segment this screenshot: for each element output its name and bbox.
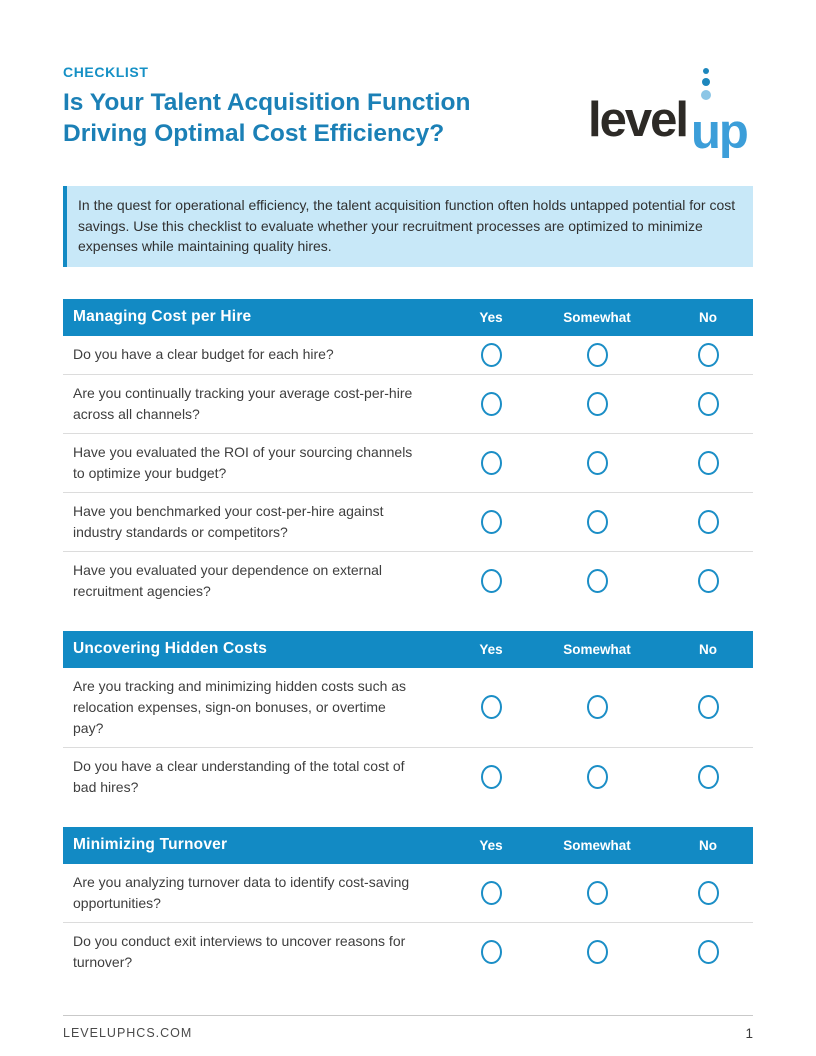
logo-word-level: level — [588, 93, 687, 147]
question-row — [63, 336, 753, 375]
page-footer — [63, 1015, 753, 1041]
question-text: Do you conduct exit interviews to uncover reasons for turnover? — [73, 932, 406, 970]
section-header-bar — [63, 299, 753, 336]
answer-cell-somewhat — [531, 451, 663, 475]
intro-callout: In the quest for operational efficiency, the talent acquisition function often holds untapped potential for cost savings. Use this checklist to evaluate whether your recruitment processes are optimized to minimize expenses while maintaining quality hires. — [63, 186, 753, 267]
question-row — [63, 552, 753, 610]
header-text — [63, 64, 470, 149]
radio-somewhat[interactable] — [587, 695, 608, 719]
radio-yes[interactable] — [481, 940, 502, 964]
logo-dot-icon — [703, 68, 709, 74]
answer-cell-no — [663, 940, 753, 964]
answer-cell-no — [663, 343, 753, 367]
column-header-somewhat: Somewhat — [563, 641, 631, 657]
answer-cell-no — [663, 510, 753, 534]
radio-somewhat[interactable] — [587, 765, 608, 789]
checklist-section — [63, 631, 753, 806]
question-text: Are you continually tracking your average cost-per-hire across all channels? — [73, 384, 413, 422]
section-title: Managing Cost per Hire — [73, 308, 252, 325]
radio-somewhat[interactable] — [587, 569, 608, 593]
answer-cell-yes — [451, 510, 531, 534]
logo-dot-icon — [701, 90, 711, 100]
answer-cell-yes — [451, 765, 531, 789]
answer-cell-somewhat — [531, 695, 663, 719]
question-text: Are you analyzing turnover data to identify cost-saving opportunities? — [73, 873, 410, 911]
column-header-no: No — [699, 309, 717, 325]
radio-yes[interactable] — [481, 695, 502, 719]
column-header-yes: Yes — [479, 641, 503, 657]
radio-somewhat[interactable] — [587, 451, 608, 475]
logo-word-up: up — [691, 105, 747, 159]
answer-cell-yes — [451, 881, 531, 905]
column-header-no: No — [699, 641, 717, 657]
section-body — [63, 668, 753, 806]
answer-cell-yes — [451, 940, 531, 964]
radio-yes[interactable] — [481, 765, 502, 789]
sections — [63, 299, 753, 981]
question-row — [63, 493, 753, 552]
radio-no[interactable] — [698, 510, 719, 534]
logo-dot-icon — [702, 78, 710, 86]
answer-cell-no — [663, 695, 753, 719]
answer-cell-yes — [451, 695, 531, 719]
radio-somewhat[interactable] — [587, 392, 608, 416]
answer-cell-no — [663, 451, 753, 475]
question-row — [63, 864, 753, 923]
page-title — [63, 87, 470, 149]
radio-no[interactable] — [698, 940, 719, 964]
radio-no[interactable] — [698, 392, 719, 416]
section-header-bar — [63, 827, 753, 864]
radio-no[interactable] — [698, 881, 719, 905]
radio-somewhat[interactable] — [587, 940, 608, 964]
question-row — [63, 748, 753, 806]
section-header-bar — [63, 631, 753, 668]
answer-cell-somewhat — [531, 343, 663, 367]
answer-cell-somewhat — [531, 510, 663, 534]
column-header-somewhat: Somewhat — [563, 837, 631, 853]
question-row — [63, 375, 753, 434]
checklist-section — [63, 827, 753, 981]
answer-cell-somewhat — [531, 940, 663, 964]
question-text: Do you have a clear understanding of the total cost of bad hires? — [73, 757, 405, 795]
radio-yes[interactable] — [481, 881, 502, 905]
radio-yes[interactable] — [481, 510, 502, 534]
radio-no[interactable] — [698, 343, 719, 367]
section-title: Minimizing Turnover — [73, 836, 228, 853]
answer-cell-no — [663, 765, 753, 789]
question-row — [63, 668, 753, 748]
eyebrow-label: CHECKLIST — [63, 64, 149, 80]
answer-cell-yes — [451, 343, 531, 367]
radio-yes[interactable] — [481, 569, 502, 593]
footer-page-number: 1 — [745, 1025, 753, 1041]
section-body — [63, 864, 753, 981]
answer-cell-no — [663, 392, 753, 416]
footer-website: LEVELUPHCS.COM — [63, 1026, 193, 1040]
radio-yes[interactable] — [481, 451, 502, 475]
question-text: Have you evaluated the ROI of your sourcing channels to optimize your budget? — [73, 443, 413, 481]
answer-cell-yes — [451, 451, 531, 475]
radio-no[interactable] — [698, 765, 719, 789]
checklist-section — [63, 299, 753, 610]
radio-yes[interactable] — [481, 392, 502, 416]
answer-cell-somewhat — [531, 765, 663, 789]
radio-yes[interactable] — [481, 343, 502, 367]
answer-cell-yes — [451, 569, 531, 593]
radio-somewhat[interactable] — [587, 510, 608, 534]
radio-somewhat[interactable] — [587, 881, 608, 905]
answer-cell-somewhat — [531, 392, 663, 416]
radio-no[interactable] — [698, 451, 719, 475]
answer-cell-somewhat — [531, 569, 663, 593]
radio-no[interactable] — [698, 695, 719, 719]
radio-somewhat[interactable] — [587, 343, 608, 367]
column-header-yes: Yes — [479, 309, 503, 325]
question-row — [63, 434, 753, 493]
column-header-no: No — [699, 837, 717, 853]
question-text: Are you tracking and minimizing hidden costs such as relocation expenses, sign-on bonuses, or overtime pay? — [73, 677, 407, 736]
levelup-logo — [588, 66, 753, 161]
page-title-line1: Is Your Talent Acquisition Function — [63, 89, 471, 116]
question-text: Have you benchmarked your cost-per-hire against industry standards or competitors? — [73, 502, 384, 540]
radio-no[interactable] — [698, 569, 719, 593]
answer-cell-no — [663, 569, 753, 593]
section-body — [63, 336, 753, 610]
page-title-line2: Driving Optimal Cost Efficiency? — [63, 120, 445, 147]
question-row — [63, 923, 753, 981]
column-header-somewhat: Somewhat — [563, 309, 631, 325]
question-text: Do you have a clear budget for each hire? — [73, 346, 334, 362]
page-header — [63, 64, 753, 161]
question-text: Have you evaluated your dependence on external recruitment agencies? — [73, 561, 382, 599]
answer-cell-yes — [451, 392, 531, 416]
column-header-yes: Yes — [479, 837, 503, 853]
section-title: Uncovering Hidden Costs — [73, 640, 268, 657]
answer-cell-somewhat — [531, 881, 663, 905]
answer-cell-no — [663, 881, 753, 905]
